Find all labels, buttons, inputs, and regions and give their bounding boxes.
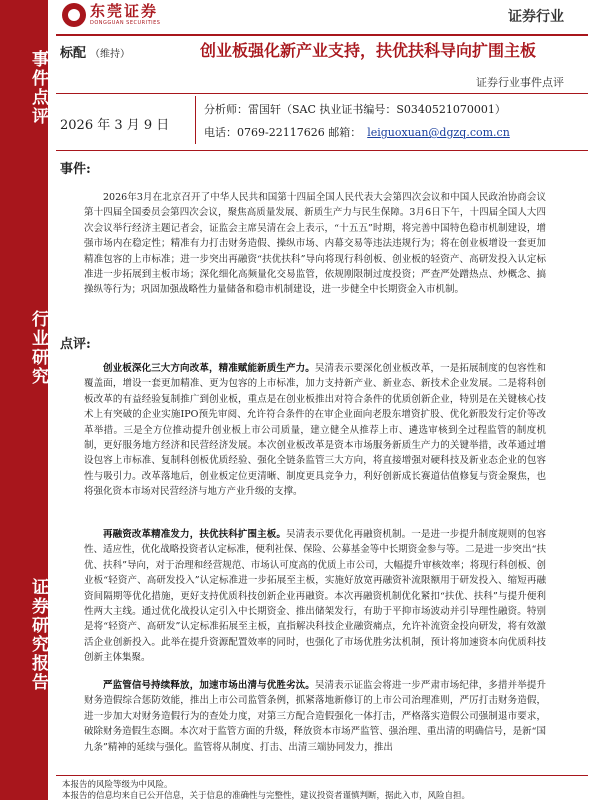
company-logo [62, 2, 160, 27]
rating-label: 标配 [60, 46, 87, 61]
sidebar-label-securities-report: 证券研究报告 [28, 578, 48, 692]
report-date: 2026 年 3 月 9 日 [60, 118, 170, 133]
rating [60, 42, 130, 61]
header-divider [56, 34, 588, 36]
sidebar [0, 0, 48, 800]
footer-divider [56, 775, 588, 776]
paragraph-2-body: 吴清表示要优化再融资机制。一是进一步提升制度规则的包容性、适应性，优化战略投资者认定标准，便利社保、保险、公募基金等中长期资金参与等。二是进一步突出“扶优、扶科”导向，对于治理和经营规范、市场认可度高的优质上市公司，大幅提升审核效率；将现行科创板、创业板“轻资产、高研发投入”认定标准进一步拓展至主板，实施好放宽再融资补流限额用于研发投入、缩短再融资间隔期等优化措施，更好支持优质科技创新企业再融资。本次再融资机制优化紧扣“扶优、扶科”与提升便利性两大主线。通过优化战投认定引入中长期资金、推出储架发行，有助于平抑市场波动并引导理性融资。特别是将“轻资产、高研发”认定标准拓展至主板，直指解决科技企业融资痛点，允许补流资金投向研发，将有效激活企业创新投入。此举在提升资源配置效率的同时，也强化了市场优胜劣汰机制，预计将加速资本向优质科技创新主体集聚。 [84, 529, 546, 664]
info-divider [195, 96, 196, 144]
report-subtitle: 证券行业事件点评 [476, 76, 564, 89]
sidebar-label-event-comment: 事件点评 [28, 50, 48, 126]
comment-heading: 点评: [60, 337, 91, 352]
contact-phone: 电话：0769-22117626 邮箱： [204, 126, 362, 139]
paragraph-1-body: 吴清表示要深化创业板改革，一是拓展制度的包容性和覆盖面，增设一套更加精准、更为包容的上市标准，加力支持新产业、新业态、新技术企业发展。二是将科创板改革的有益经验复制推广到创业板，重点是在创业板推出对符合条件的优质创新企业，特别是在关键核心技术上有突破的企业实施IPO预先审阅、允许符合条件的在审企业面向老股东增资扩股、优化新股发行定价等改革举措。三是全方位推动提升创业板上市公司质量，建立健全从推荐上市、遴选审核到全过程监管的制度机制，更好服务地方经济和民营经济发展。本次创业板改革是资本市场服务新质生产力的关键举措，改革通过增设包容上市标准、复制科创板优质经验、强化全链条监管三大方向，将直接增强对硬科技及新业态企业的包容性与吸引力。改革落地后，创业板定位更清晰、制度更具竞争力，利好创新成长赛道估值修复与资金聚焦，也将强化资本市场对民营经济与地方产业升级的支撑。 [84, 363, 546, 498]
paragraph-3-lead: 严监管信号持续释放，加速市场出清与优胜劣汰。 [103, 680, 315, 691]
contact-email-link[interactable]: leiguoxuan@dgzq.com.cn [367, 126, 510, 139]
comment-paragraph-3 [84, 678, 546, 755]
contact-info [204, 124, 510, 140]
logo-text: 东莞证券 [90, 2, 159, 20]
footer-risk-level: 本报告的风险等级为中风险。 [62, 780, 173, 790]
footer-disclaimer: 本报告的信息均来自已公开信息，关于信息的准确性与完整性，建议投资者谨慎判断，据此入市，风险自担。 [62, 791, 471, 801]
paragraph-1-lead: 创业板深化三大方向改革，精准赋能新质生产力。 [103, 363, 315, 374]
rating-note: （维持） [90, 49, 131, 60]
analyst-info: 分析师：雷国轩（SAC 执业证书编号：S0340521070001） [204, 103, 506, 116]
industry-header: 证券行业 [508, 9, 564, 25]
comment-paragraph-2 [84, 527, 546, 666]
title-divider [56, 93, 588, 94]
comment-paragraph-1 [84, 361, 546, 500]
event-paragraph: 2026年3月在北京召开了中华人民共和国第十四届全国人民代表大会第四次会议和中国人民政治协商会议第十四届全国委员会第四次会议，聚焦高质量发展、新质生产力与民生保障。3月6日下午，十四届全国人大四次会议举行经济主题记者会，证监会主席吴清在会上表示，“十五五”时期，将完善中国特色稳市机制建设，增强市场内在稳定性；精准有力打击财务造假、操纵市场、内幕交易等违法违规行为；将在创业板增设一套更加精准包容的上市标准；进一步突出再融资“扶优扶科”导向将现行科创板、创业板的轻资产、高研发投入认定标准进一步拓展到主板市场；深化细化高频量化交易监管，依规刚限制过度投资；严查严处蹭热点、炒概念、搞操纵等行为；巩固加强战略性力量储备和稳市机制建设，进一步健全中长期资金入市机制。 [84, 192, 546, 296]
paragraph-3-body: 吴清表示证监会将进一步严肃市场纪律，多措并举提升财务造假综合惩防效能，推出上市公司监管条例，抓紧落地新修订的上市公司治理准则，严厉打击财务造假，进一步加大对财务造假行为的查处力度，对第三方配合造假强化一体打击，严格落实造假公司强制退市要求，破除财务造假生态圈。本次对于监管方面的升级，释放资本市场严监管、强治理、重出清的明确信号，是新“国九条”精神的延续与强化。监管将从制度、打击、出清三端协同发力，推出 [84, 680, 546, 753]
event-heading: 事件: [60, 162, 91, 177]
sidebar-label-industry-research: 行业研究 [28, 310, 48, 386]
paragraph-2-lead: 再融资改革精准发力，扶优扶科扩围主板。 [103, 529, 287, 540]
report-title: 创业板强化新产业支持，扶优扶科导向扩围主板 [200, 41, 537, 60]
logo-icon [62, 3, 86, 27]
logo-subtext: DONGGUAN SECURITIES [90, 20, 161, 26]
info-bottom-divider [56, 150, 588, 151]
